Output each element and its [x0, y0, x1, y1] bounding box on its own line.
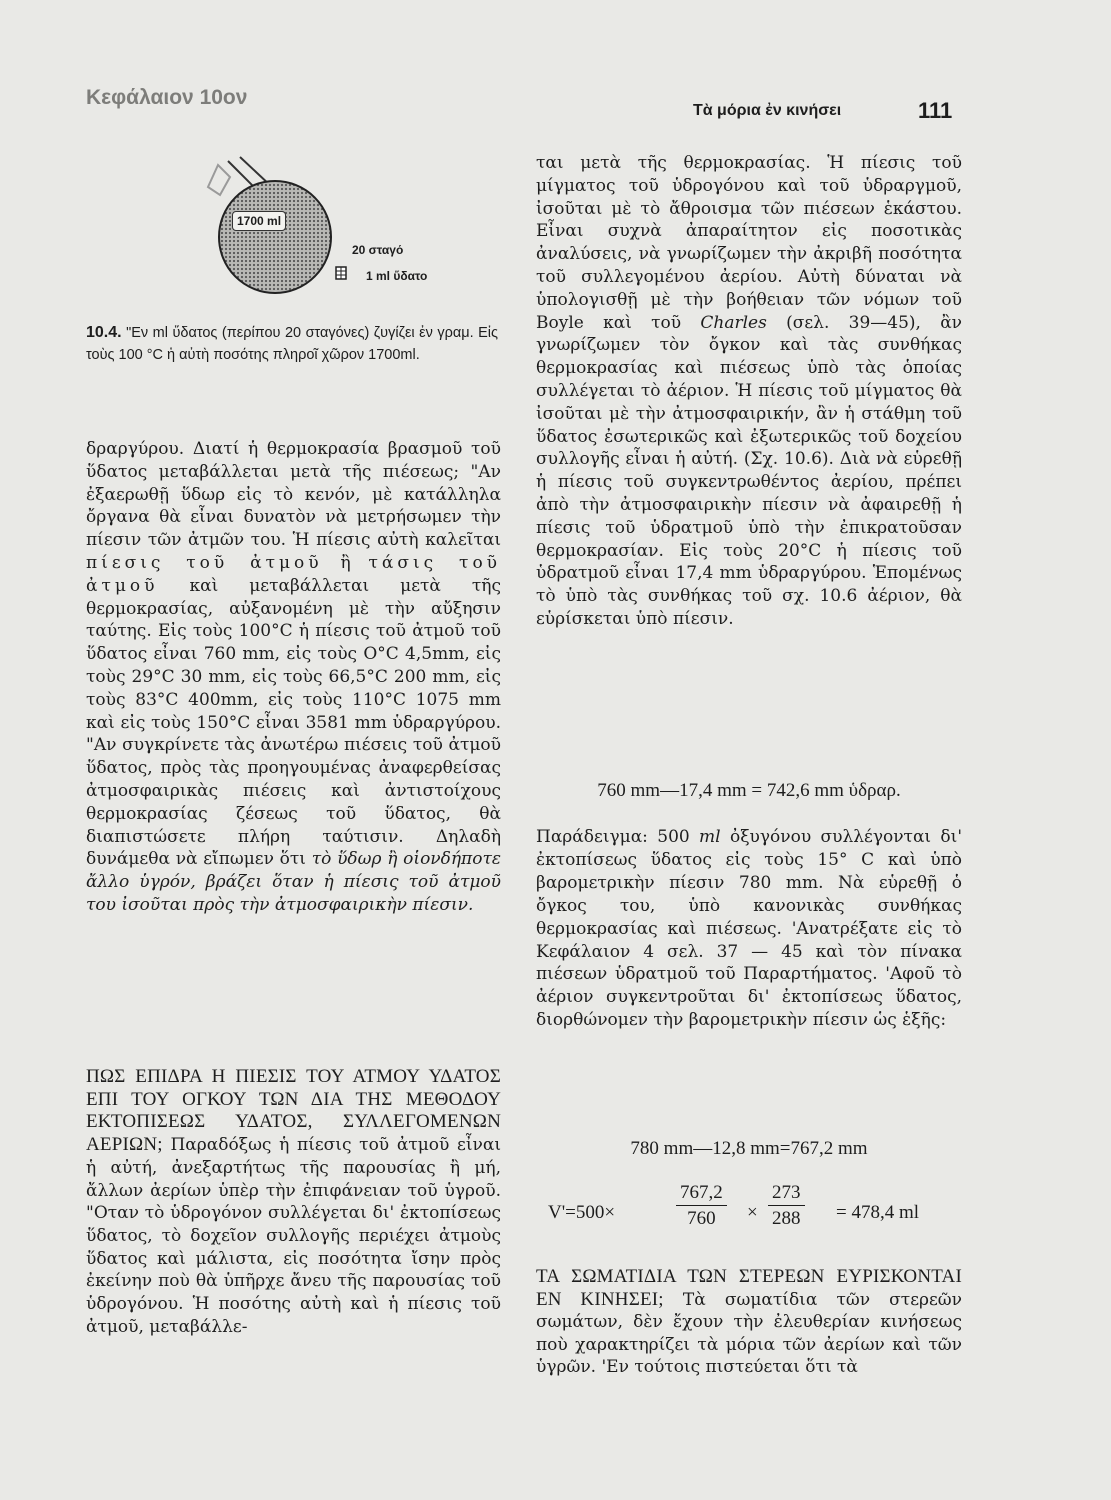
flask-volume-label: 1700 ml: [232, 211, 286, 231]
fraction-1-numerator: 767,2: [676, 1182, 727, 1206]
left-p1-a: δραργύρου. Διατί ἡ θερμοκρασία βρασμοῦ τοῦ ὕδατος μεταβάλλεται μετὰ τῆς πιέσεως; "Αν ἐξαερωθῇ ὕδωρ εἰς τὸ κενόν, μὲ κατάλληλα ὄργανα θὰ εἶναι δυνατὸν νὰ μετρήσωμεν τὴν πίεσιν τῶν ἀτμῶν του. Ἡ πίεσις αὐτὴ καλεῖται: [86, 439, 501, 551]
caption-text: "Εν ml ὕδατος (περίπου 20 σταγόνες) ζυγίζει ἐν γραμ. Εἰς τοὺς 100 °C ἡ αὐτὴ ποσότης πληροῖ χῶρον 1700ml.: [86, 325, 498, 363]
left-p1-italic: τὸ ὕδωρ ἢ οἱονδήποτε ἄλλο ὑγρόν, βράζει ὅταν ἡ πίεσις τοῦ ἀτμοῦ του ἰσοῦται πρὸς τὴν ἀτμοσφαιρικὴν πίεσιν.: [86, 849, 501, 915]
equation-pressure-1: 760 mm—17,4 mm = 742,6 mm ὑδραρ.: [597, 780, 901, 801]
example-paragraph: [536, 826, 962, 1032]
section-heading-solids: ΤΑ ΣΩΜΑΤΙΔΙΑ ΤΩΝ ΣΤΕΡΕΩΝ ΕΥΡΙΣΚΟΝΤΑΙ ΕΝ ΚΙΝΗΣΕΙ;: [536, 1266, 962, 1310]
example-label: Παράδειγμα:: [536, 827, 648, 847]
formula-result: = 478,4 ml: [836, 1202, 920, 1223]
example-unit: ml: [699, 827, 721, 847]
equation-pressure-2: 780 mm—12,8 mm=767,2 mm: [630, 1138, 868, 1159]
page-number: 111: [918, 98, 953, 123]
formula-lhs: V'=500×: [548, 1202, 616, 1223]
example-volume: 500: [657, 827, 690, 847]
fraction-2-numerator: 273: [768, 1182, 805, 1206]
formula-times: ×: [747, 1202, 758, 1223]
fraction-2: [768, 1182, 805, 1230]
caption-number: 10.4.: [86, 324, 122, 341]
right-p1-a: ται μετὰ τῆς θερμοκρασίας. Ἡ πίεσις τοῦ μίγματος τοῦ ὑδρογόνου καὶ τοῦ ὑδραργμοῦ, ἰσοῦται μὲ τὸ ἄθροισμα τῶν πιέσεων ἑκάστου. Εἶναι συχνὰ ἀπαραίτητον εἰς ποσοτικὰς ἀναλύσεις, νὰ γνωρίζωμεν τὴν ἀκριβῆ ποσότητα τοῦ συλλεγομένου ἀερίου. Αὐτὴ δύναται νὰ ὑπολογισθῇ μὲ τὴν βοήθειαν τῶν νόμων τοῦ Boyle καὶ τοῦ: [536, 153, 962, 333]
fraction-1-denominator: 760: [687, 1208, 716, 1229]
water-label: 1 ml ὕδατο: [366, 269, 428, 283]
figure-caption: [86, 322, 498, 366]
flask-figure: [200, 155, 490, 305]
term-vapor-pressure: πίεσις τοῦ ἀτμοῦ: [86, 552, 323, 573]
section-heading-vapor: ΠΩΣ ΕΠΙΔΡΑ Η ΠΙΕΣΙΣ ΤΟΥ ΑΤΜΟΥ ΥΔΑΤΟΣ ΕΠΙ ΤΟΥ ΟΓΚΟΥ ΤΩΝ ΔΙΑ ΤΗΣ ΜΕΘΟΔΟΥ ΕΚΤΟΠΙΣΕΩΣ ΥΔΑΤΟΣ, ΣΥΛΛΕΓΟΜΕΝΩΝ ΑΕΡΙΩΝ;: [86, 1066, 501, 1156]
term-or: ἢ: [340, 552, 351, 573]
fraction-1: [676, 1182, 727, 1230]
chapter-header: Κεφάλαιον 10ον: [86, 86, 248, 109]
right-column-para-2: [536, 1266, 962, 1379]
drops-label: 20 σταγό: [352, 243, 404, 257]
right-column-para-1: [536, 152, 962, 631]
left-column-para-2: [86, 1066, 501, 1338]
right-p1-b: (σελ. 39—45), ἂν γνωρίζωμεν τὸν ὄγκον καὶ τὰς συνθήκας θερμοκρασίας καὶ πιέσεως ὑπὸ τὰς ὁποίας συλλέγεται τὸ ἀέριον. Ἡ πίεσις τοῦ μίγματος θὰ ἰσοῦται μὲ τὴν ἀτμοσφαιρικήν, ἂν ἡ στάθμη τοῦ ὕδατος ἐσωτερικῶς καὶ ἐξωτερικῶς τοῦ δοχείου συλλογῆς εἶναι ἡ αὐτή. (Σχ. 10.6). Διὰ νὰ εὑρεθῇ ἡ πίεσις τοῦ συγκεντρωθέντος ἀερίου, πρέπει ἀπὸ τὴν ἀτμοσφαιρικὴν πίεσιν νὰ ἀφαιρεθῇ ἡ πίεσις τοῦ ὑδρατμοῦ ὑπὸ τὴν ἐπικρατοῦσαν θερμοκρασίαν. Εἰς τοὺς 20°C ἡ πίεσις τοῦ ὑδρατμοῦ εἶναι 17,4 mm ὑδραργύρου. Ἑπομένως τὸ ὑπὸ τὰς συνθήκας τοῦ σχ. 10.6 ἀέριον, θὰ εὑρίσκεται ὑπὸ πίεσιν.: [536, 312, 963, 629]
right-p2-text: Τὰ σωματίδια τῶν στερεῶν σωμάτων, δὲν ἔχουν τὴν ἐλευθερίαν κινήσεως ποὺ χαρακτηρίζει τὰ μόρια τῶν ἀερίων καὶ τῶν ὑγρῶν. 'Εν τούτοις πιστεύεται ὅτι τὰ: [536, 1289, 962, 1378]
fraction-2-denominator: 288: [772, 1208, 801, 1229]
section-header: Τὰ μόρια ἐν κινήσει: [693, 102, 842, 119]
term-vapor-tension: τάσις τοῦ ἀτμοῦ: [86, 552, 502, 596]
left-column-para-1: [86, 438, 501, 917]
charles-name: Charles: [700, 312, 767, 333]
left-p2-text: Παραδόξως ἡ πίεσις τοῦ ἀτμοῦ εἶναι ἡ αὐτή, ἀνεξαρτήτως τῆς παρουσίας ἢ μή, ἄλλων ἀερίων ὑπὲρ τὴν ἐπιφάνειαν τοῦ ὑγροῦ. "Οταν τὸ ὑδρογόνον συλλέγεται δι' ἐκτοπίσεως ὕδατος, τὸ δοχεῖον συλλογῆς περιέχει ἀτμοὺς ὕδατος καὶ μάλιστα, εἰς ποσότητα ἴσην πρὸς ἐκείνην ποὺ θὰ ὑπῆρχε ἄνευ τῆς παρουσίας τοῦ ὑδρογόνου. Ἡ ποσότης αὐτὴ καὶ ἡ πίεσις τοῦ ἀτμοῦ, μεταβάλλε-: [86, 1135, 501, 1337]
left-p1-b: καὶ μεταβάλλεται μετὰ τῆς θερμοκρασίας, αὐξανομένη μὲ τὴν αὔξησιν ταύτης. Εἰς τοὺς 100°C ἡ πίεσις τοῦ ἀτμοῦ τοῦ ὕδατος εἶναι 760 mm, εἰς τοὺς O°C 4,5mm, εἰς τοὺς 29°C 30 mm, εἰς τοὺς 66,5°C 200 mm, εἰς τοὺς 83°C 400mm, εἰς τοὺς 110°C 1075 mm καὶ εἰς τοὺς 150°C εἶναι 3581 mm ὑδραργύρου. "Αν συγκρίνετε τὰς ἀνωτέρω πιέσεις τοῦ ἀτμοῦ ὕδατος, πρὸς τὰς προηγουμένας ἀναφερθείσας ἀτμοσφαιρικὰς πιέσεις καὶ ἀντιστοίχους θερμοκρασίας ζέσεως τοῦ ὕδατος, θὰ διαπιστώσετε πλήρη ταύτισιν. Δηλαδὴ δυνάμεθα νὰ εἴπωμεν ὅτι: [86, 575, 501, 870]
volume-formula: [548, 1182, 968, 1246]
example-text: ὀξυγόνου συλλέγονται δι' ἐκτοπίσεως ὕδατος εἰς τοὺς 15° C καὶ ὑπὸ βαρομετρικὴν πίεσιν 780 mm. Νὰ εὑρεθῇ ὁ ὄγκος του, ὑπὸ κανονικὰς συνθήκας θερμοκρασίας καὶ πιέσεως. 'Ανατρέξατε εἰς τὸ Κεφάλαιον 4 σελ. 37 — 45 καὶ τὸν πίνακα πιέσεων ὑδρατμοῦ τοῦ Παραρτήματος. 'Αφοῦ τὸ ἀέριον συγκεντροῦται δι' ἐκτοπίσεως ὕδατος, διορθώνομεν τὴν βαρομετρικὴν πίεσιν ὡς ἑξῆς:: [536, 827, 963, 1031]
